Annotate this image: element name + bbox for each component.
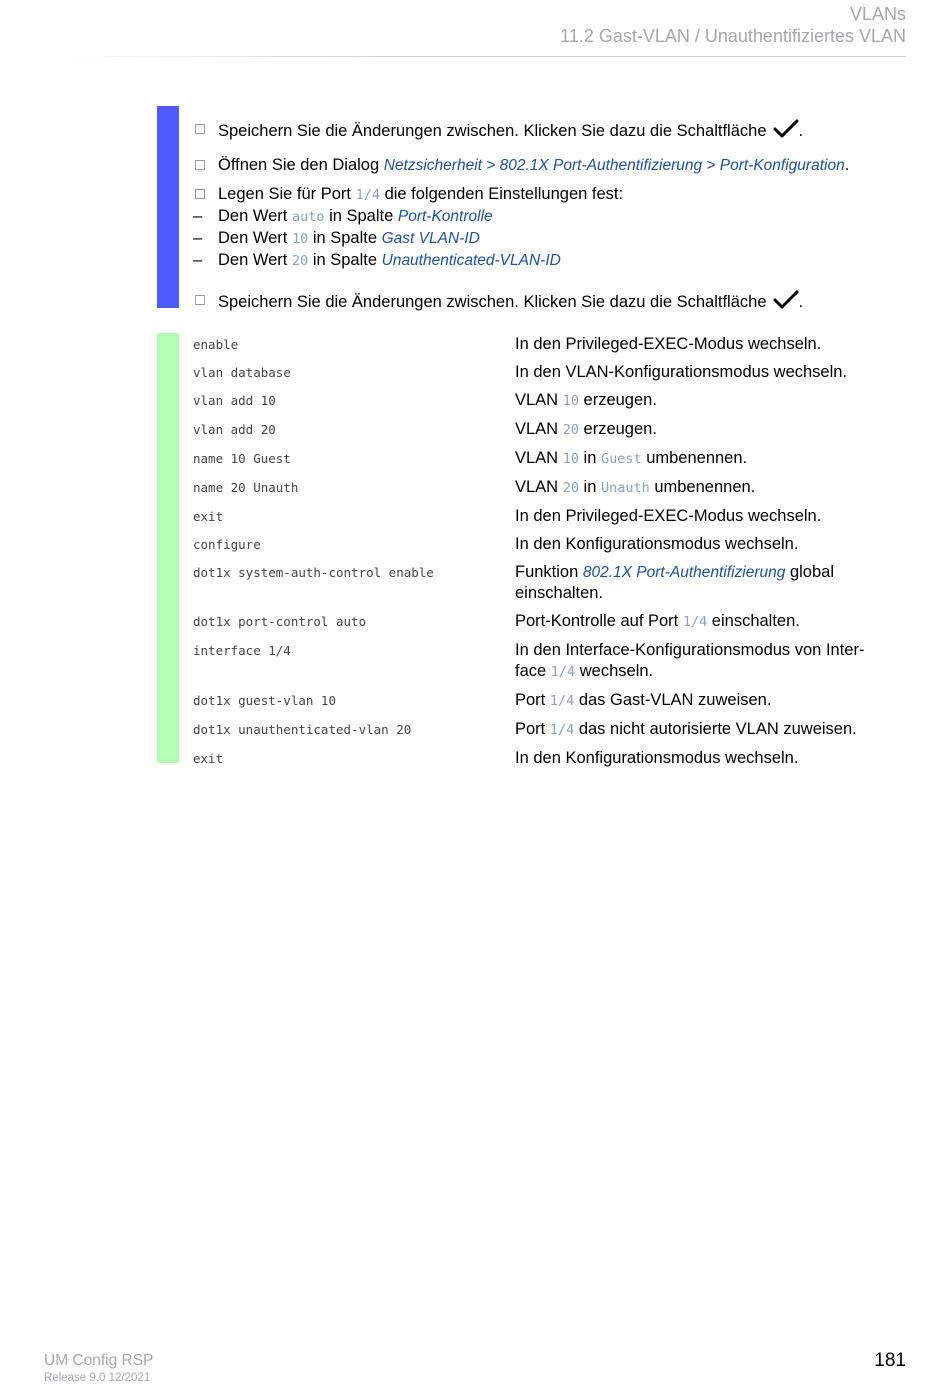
cli-command: dot1x system-auth-control enable	[193, 565, 434, 580]
cli-command: exit	[193, 751, 224, 766]
cli-command: name 10 Guest	[193, 451, 291, 466]
setting-item: – Den Wert 20 in Spalte Unauthenticated-VLAN-ID	[193, 251, 561, 269]
cli-command: exit	[193, 509, 224, 524]
release-info: Release 9.0 12/2021	[44, 1372, 151, 1384]
section-title: 11.2 Gast-VLAN / Unauthentifiziertes VLAN	[560, 26, 906, 46]
cli-description: VLAN 20 in Unauth umbenennen.	[515, 478, 756, 496]
document-title: UM Config RSP	[44, 1352, 154, 1369]
cli-command: interface 1/4	[193, 643, 291, 658]
cli-command: vlan database	[193, 365, 291, 380]
cli-command: enable	[193, 337, 239, 352]
footer-doc-info	[44, 1352, 153, 1386]
cli-steps-marker-bar	[157, 333, 179, 763]
gui-instruction-list	[193, 119, 893, 316]
header-divider	[56, 56, 906, 57]
cli-row	[193, 390, 893, 412]
dialog-path: Netzsicherheit > 802.1X Port-Authentifizierung > Port-Konfiguration	[383, 157, 845, 174]
cli-row	[193, 419, 893, 441]
setting-item: – Den Wert auto in Spalte Port-Kontrolle	[193, 207, 493, 225]
chapter-title: VLANs	[849, 4, 906, 24]
step-save-1: Speichern Sie die Änderungen zwischen. Klicken Sie dazu die Schaltfläche .	[193, 119, 893, 145]
cli-description: VLAN 10 in Guest umbenennen.	[515, 449, 748, 467]
cli-command: dot1x port-control auto	[193, 614, 367, 629]
cli-command: configure	[193, 537, 261, 552]
cli-description: In den Privileged-EXEC-Modus wechseln.	[515, 335, 822, 353]
cli-row	[193, 448, 893, 470]
checkmark-icon	[773, 119, 799, 145]
checkbox-icon	[195, 189, 205, 199]
cli-row	[193, 534, 893, 555]
cli-row	[193, 748, 893, 769]
checkbox-icon	[195, 295, 205, 305]
cli-description: Port-Kontrolle auf Port 1/4 einschalten.	[515, 612, 800, 630]
cli-row	[193, 362, 893, 383]
cli-row	[193, 611, 893, 633]
cli-command: name 20 Unauth	[193, 480, 299, 495]
step-open-dialog: Öffnen Sie den Dialog Netzsicherheit > 802.1X Port-Authentifizierung > Port-Konfiguration.	[193, 155, 893, 176]
cli-description: Funktion 802.1X Port-Authentifizierung global einschalten.	[515, 563, 834, 602]
step-port-settings: Legen Sie für Port 1/4 die folgenden Einstellungen fest:	[193, 184, 893, 206]
cli-command: vlan add 10	[193, 393, 276, 408]
cli-row	[193, 640, 893, 683]
step-text: Speichern Sie die Änderungen zwischen. Klicken Sie dazu die Schaltfläche	[218, 293, 767, 311]
cli-description: Port 1/4 das nicht autorisierte VLAN zuweisen.	[515, 720, 857, 738]
cli-description: In den Privileged-EXEC-Modus wechseln.	[515, 507, 822, 525]
page-number: 181	[874, 1350, 906, 1371]
checkbox-icon	[195, 160, 205, 170]
cli-row	[193, 719, 893, 741]
cli-description: In den VLAN-Konfigurationsmodus wechseln.	[515, 363, 848, 381]
cli-description: Port 1/4 das Gast-VLAN zuweisen.	[515, 691, 772, 709]
step-text: Speichern Sie die Änderungen zwischen. Klicken Sie dazu die Schaltfläche	[218, 122, 767, 140]
cli-row	[193, 334, 893, 355]
cli-command: vlan add 20	[193, 422, 276, 437]
cli-row	[193, 690, 893, 712]
cli-description: In den Konfigurationsmodus wechseln.	[515, 535, 799, 553]
checkmark-icon	[773, 290, 799, 316]
cli-command-table	[193, 334, 893, 769]
cli-row	[193, 562, 893, 604]
cli-command: dot1x guest-vlan 10	[193, 693, 336, 708]
cli-description: VLAN 20 erzeugen.	[515, 420, 657, 438]
gui-steps-marker-bar	[157, 106, 179, 308]
cli-row	[193, 477, 893, 499]
cli-description: VLAN 10 erzeugen.	[515, 391, 657, 409]
running-header	[560, 4, 906, 48]
cli-description: In den Konfigurationsmodus wechseln.	[515, 749, 799, 767]
checkbox-icon	[195, 124, 205, 134]
setting-item: – Den Wert 10 in Spalte Gast VLAN-ID	[193, 229, 480, 247]
step-save-2: Speichern Sie die Änderungen zwischen. Klicken Sie dazu die Schaltfläche .	[193, 290, 893, 316]
cli-row	[193, 506, 893, 527]
port-value: 1/4	[355, 187, 380, 203]
cli-command: dot1x unauthenticated-vlan 20	[193, 722, 412, 737]
cli-description: In den Interface-Konfigurationsmodus von Inter- face 1/4 wechseln.	[515, 641, 865, 680]
